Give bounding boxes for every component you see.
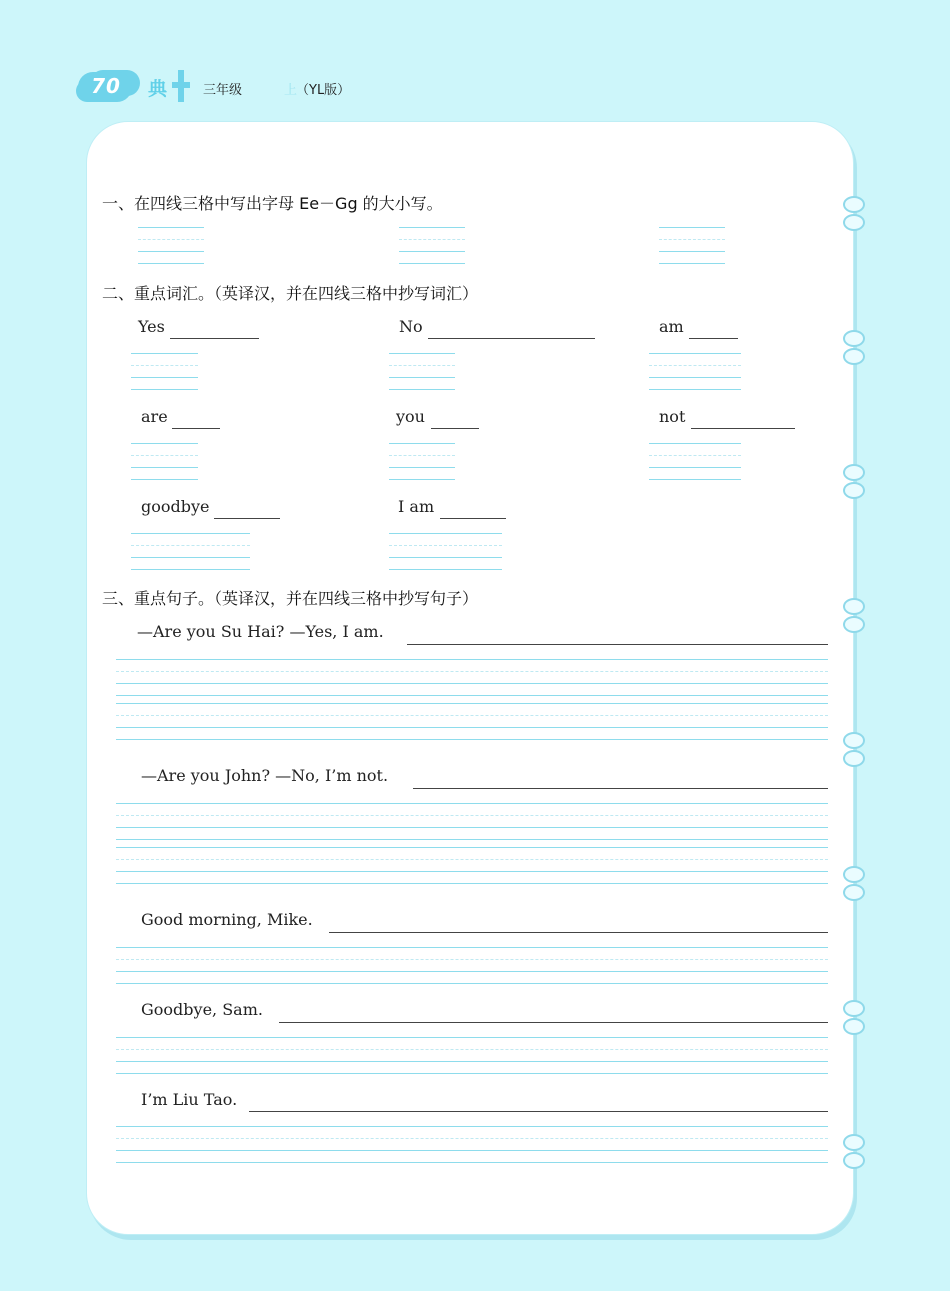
binder-ring-icon [843,598,865,615]
answer-line[interactable] [440,518,506,519]
writing-grid[interactable] [116,803,828,839]
sentence: Good morning, Mike. [141,910,313,929]
grade-label: 三年级 [203,83,243,98]
vocab-word: not [659,407,686,426]
writing-grid[interactable] [116,947,828,983]
answer-line[interactable] [413,788,828,789]
binder-ring-icon [843,330,865,347]
answer-line[interactable] [170,338,259,339]
binder-ring-icon [843,1134,865,1151]
writing-grid[interactable] [659,227,725,263]
answer-line[interactable] [428,338,595,339]
sentence: —Are you Su Hai? —Yes, I am. [137,622,384,641]
answer-line[interactable] [249,1111,828,1112]
section1-title: 一、在四线三格中写出字母 Ee－Gg 的大小写。 [102,194,443,213]
binder-ring-icon [843,1152,865,1169]
binder-ring-icon [843,750,865,767]
vocab-word: are [141,407,168,426]
answer-line[interactable] [407,644,828,645]
answer-line[interactable] [689,338,738,339]
writing-grid[interactable] [116,1126,828,1162]
vocab-word: Yes [138,317,165,336]
writing-grid[interactable] [131,353,198,389]
binder-ring-icon [843,214,865,231]
vocab-word: you [396,407,425,426]
answer-line[interactable] [431,428,479,429]
section2-title: 二、重点词汇。（英译汉，并在四线三格中抄写词汇） [102,284,479,303]
writing-grid[interactable] [389,353,455,389]
writing-grid[interactable] [389,443,455,479]
writing-grid[interactable] [116,703,828,739]
answer-line[interactable] [329,932,828,933]
writing-grid[interactable] [649,443,741,479]
writing-grid[interactable] [116,1037,828,1073]
series-logo: 典 [148,78,168,100]
binder-ring-icon [843,464,865,481]
writing-grid[interactable] [116,847,828,883]
binder-ring-icon [843,884,865,901]
answer-line[interactable] [214,518,280,519]
term-mark: 上 [284,83,298,98]
page-number: 70 [91,74,121,98]
page-header [78,70,478,104]
writing-grid[interactable] [399,227,465,263]
sentence: —Are you John? —No, I’m not. [141,766,389,785]
vocab-word: No [399,317,423,336]
binder-ring-icon [843,732,865,749]
writing-grid[interactable] [138,227,204,263]
writing-grid[interactable] [131,533,250,569]
sentence: I’m Liu Tao. [141,1090,238,1109]
sentence: Goodbye, Sam. [141,1000,263,1019]
writing-grid[interactable] [389,533,502,569]
binder-ring-icon [843,196,865,213]
binder-ring-icon [843,866,865,883]
binder-ring-icon [843,616,865,633]
vocab-word: I am [398,497,435,516]
vocab-word: am [659,317,684,336]
plus-logo-icon [172,70,190,102]
binder-ring-icon [843,348,865,365]
edition-label: （YL版） [296,83,351,98]
answer-line[interactable] [172,428,220,429]
writing-grid[interactable] [116,659,828,695]
binder-ring-icon [843,1000,865,1017]
writing-grid[interactable] [131,443,198,479]
section3-title: 三、重点句子。（英译汉，并在四线三格中抄写句子） [102,589,479,608]
binder-ring-icon [843,1018,865,1035]
answer-line[interactable] [279,1022,828,1023]
writing-grid[interactable] [649,353,741,389]
answer-line[interactable] [691,428,795,429]
vocab-word: goodbye [141,497,210,516]
binder-ring-icon [843,482,865,499]
